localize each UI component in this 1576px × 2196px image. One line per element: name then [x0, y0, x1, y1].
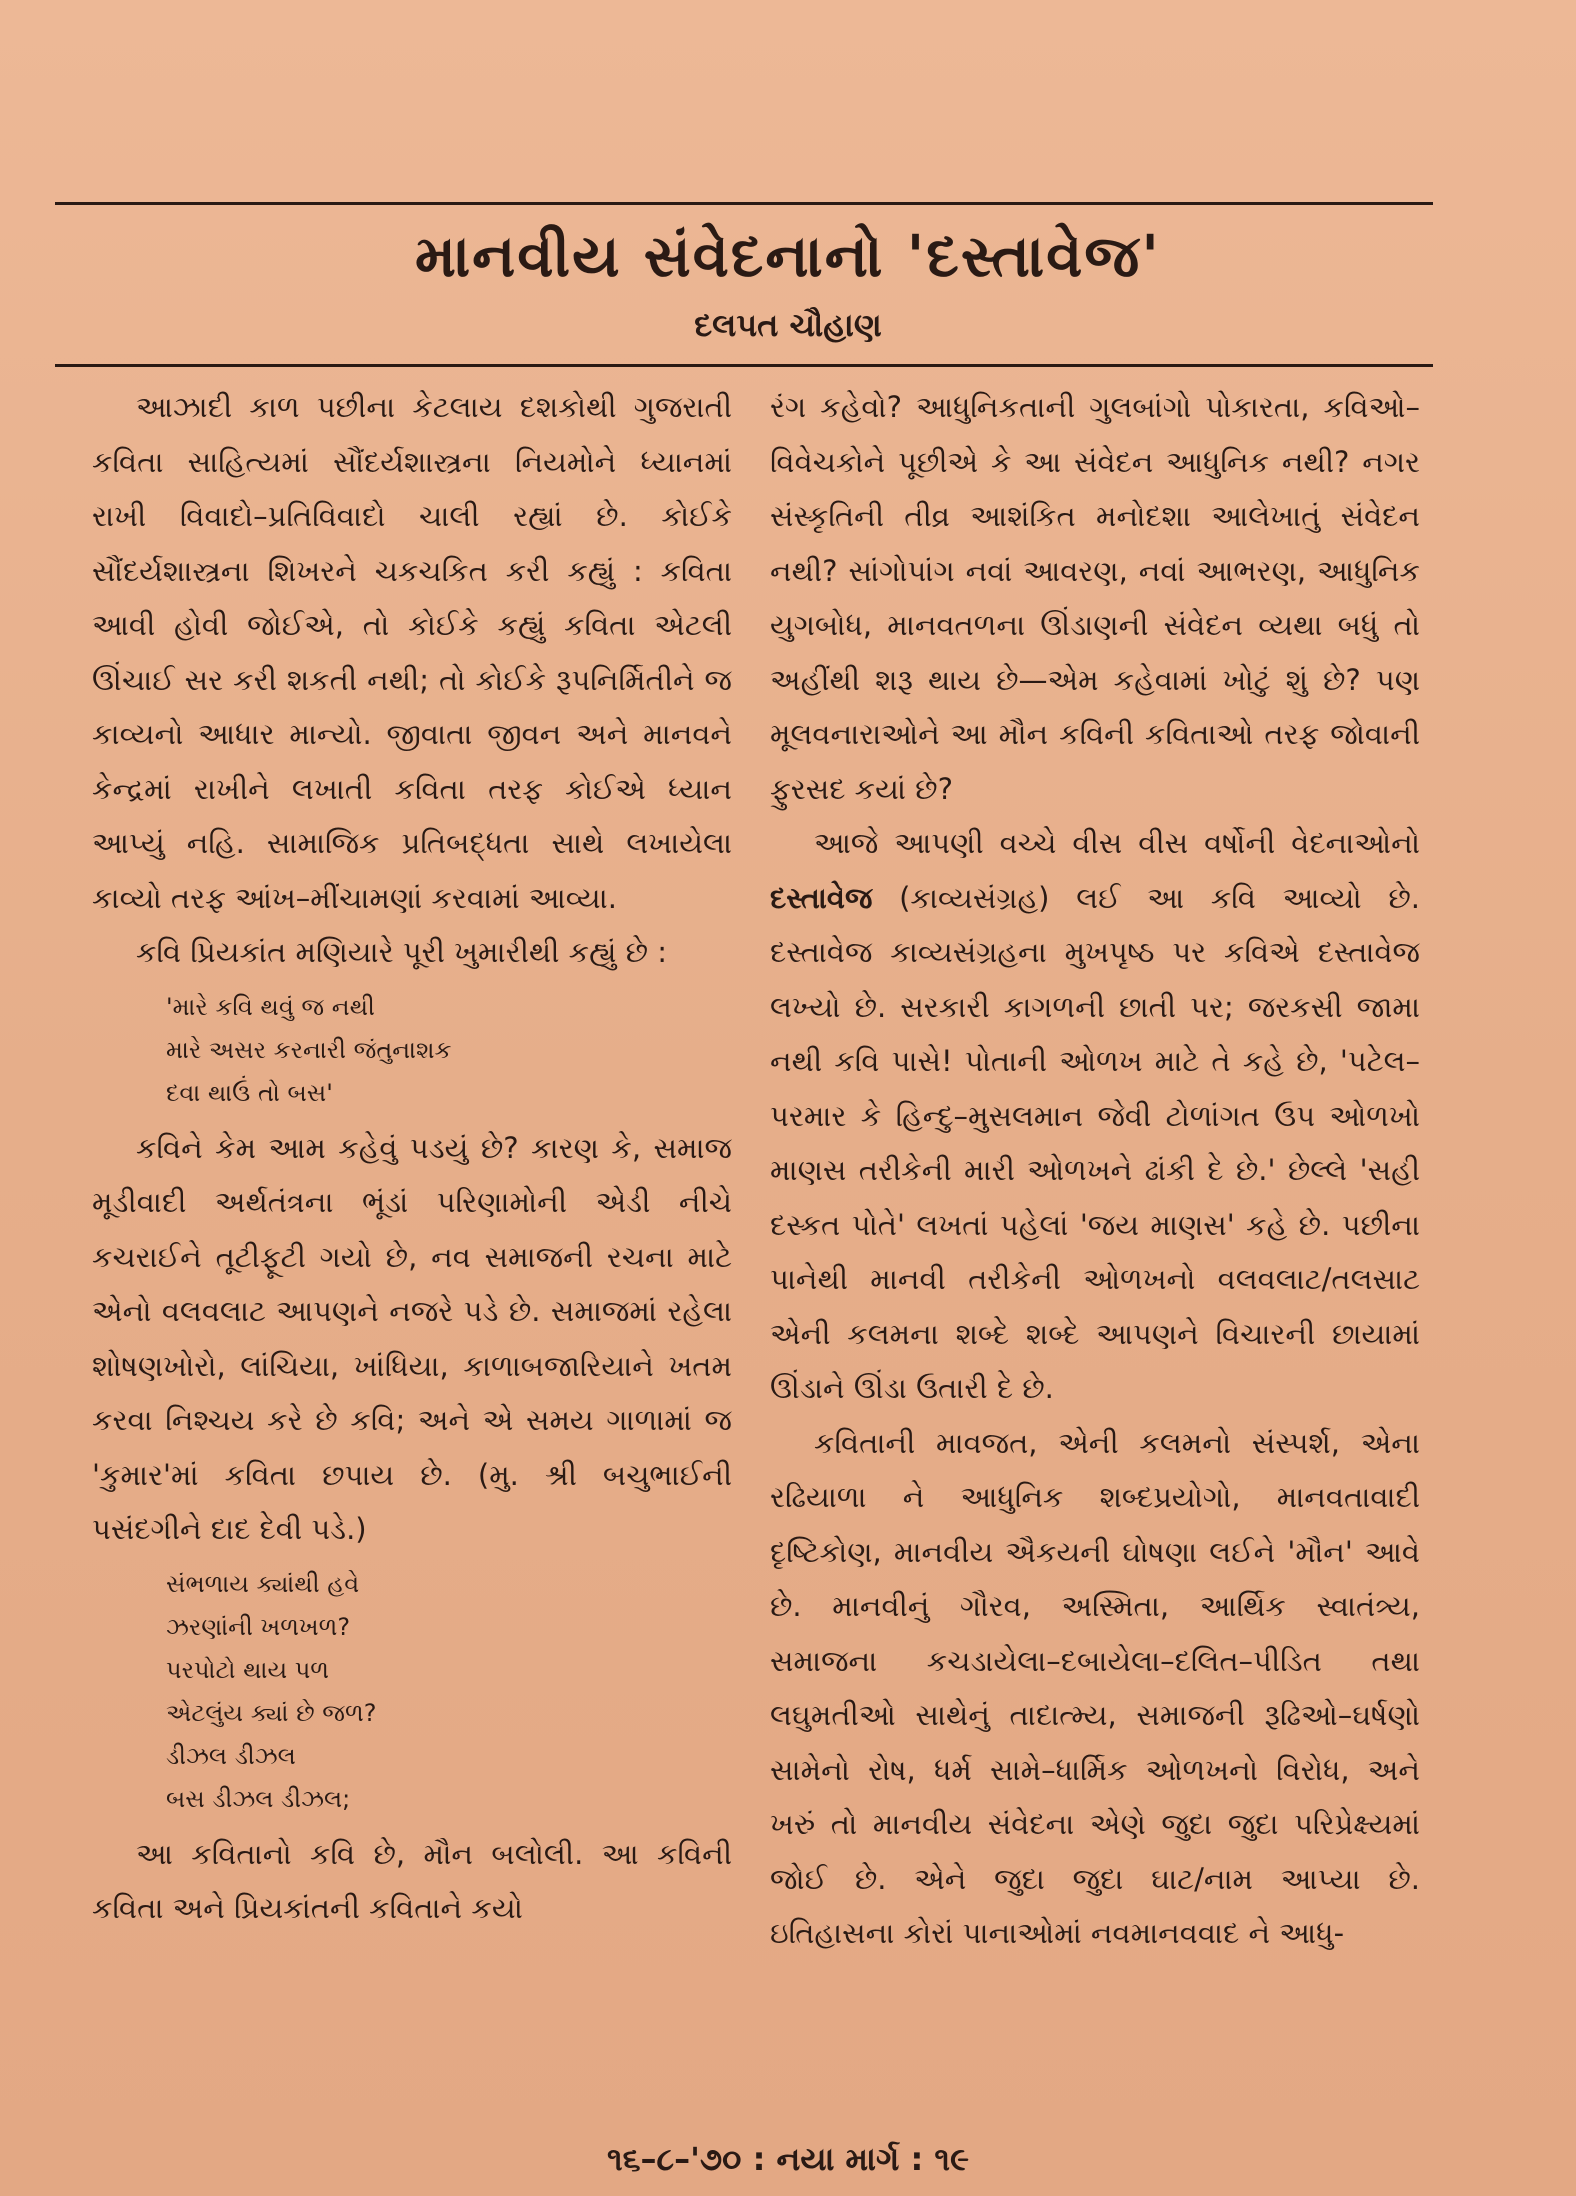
- right-column: [770, 380, 1420, 1961]
- verse-line: ઝરણાંની ખળખળ?: [166, 1612, 351, 1641]
- verse-line: 'મારે કવિ થવું જ નથી: [166, 992, 375, 1021]
- book-title-emphasis: દસ્તાવેજ: [770, 880, 873, 915]
- right-paragraph-3: કવિતાની માવજત, એની કલમનો સંસ્પર્શ, એના રઢિયાળા ને આધુનિક શબ્દપ્રયોગો, માનવતાવાદી દૃષ્ટિકોણ, માનવીય ઐકયની ઘોષણા લઈને 'મૌન' આવે છે. માનવીનું ગૌરવ, અસ્મિતા, આર્થિક સ્વાતંત્ર્ય, સમાજના કચડાયેલા–દબાયેલા–દલિત–પીડિત તથા લઘુમતીઓ સાથેનું તાદાત્મ્ય, સમાજની રૂઢિઓ–ઘર્ષણો સામેનો રોષ, ધર્મ સામે–ધાર્મિક ઓળખનો વિરોધ, અને ખરું તો માનવીય સંવેદના એણે જુદા જુદા પરિપ્રેક્ષ્યમાં જોઈ છે. એને જુદા જુદા ઘાટ/નામ આપ્યા છે. ઇતિહાસના કોરાં પાનાઓમાં નવમાનવવાદ ને આધુ-: [770, 1425, 1420, 1950]
- verse-line: દવા થાઉં તો બસ': [166, 1078, 333, 1107]
- right-paragraph-2: [770, 816, 1420, 1416]
- article-title: માનવીય સંવેદનાનો 'દસ્તાવેજ': [415, 222, 1161, 290]
- paragraph-text: આજે આપણી વચ્ચે વીસ વીસ વર્ષોની વેદનાઓનો: [814, 826, 1420, 860]
- right-paragraph-1: રંગ કહેવો? આધુનિકતાની ગુલબાંગો પોકારતા, કવિઓ–વિવેચકોને પૂછીએ કે આ સંવેદન આધુનિક નથી? નગર સંસ્કૃતિની તીવ્ર આશંકિત મનોદશા આલેખાતું સંવેદન નથી? સાંગોપાંગ નવાં આવરણ, નવાં આભરણ, આધુનિક યુગબોધ, માનવતળના ઊંડાણની સંવેદન વ્યથા બધું તો અહીંથી શરૂ થાય છે—એમ કહેવામાં ખોટું શું છે? પણ મૂલવનારાઓને આ મૌન કવિની કવિતાઓ તરફ જોવાની ફુરસદ કયાં છે?: [770, 390, 1420, 806]
- left-paragraph-4: આ કવિતાનો કવિ છે, મૌન બલોલી. આ કવિની કવિતા અને પ્રિયકાંતની કવિતાને કયો: [92, 1836, 732, 1925]
- verse-block-1: [166, 986, 732, 1115]
- header-rule: [55, 364, 1433, 367]
- paragraph-text: (કાવ્યસંગ્રહ) લઈ આ કવિ આવ્યો છે. દસ્તાવેજ કાવ્યસંગ્રહના મુખપૃષ્ઠ પર કવિએ દસ્તાવેજ લખ્યો છે. સરકારી કાગળની છાતી પર; જરકસી જામા નથી કવિ પાસે! પોતાની ઓળખ માટે તે કહે છે, 'પટેલ–પરમાર કે હિન્દુ–મુસલમાન જેવી ટોળાંગત ઉપ ઓળખો માણસ તરીકેની મારી ઓળખને ઢાંકી દે છે.' છેલ્લે 'સહી દસ્કત પોતે' લખતાં પહેલાં 'જય માણસ' કહે છે. પછીના પાનેથી માનવી તરીકેની ઓળખનો વલવલાટ/તલસાટ એની કલમના શબ્દે શબ્દે આપણને વિચારની છાયામાં ઊંડાને ઊંડા ઉતારી દે છે.: [770, 880, 1420, 1405]
- verse-line: મારે અસર કરનારી જંતુનાશક: [166, 1035, 452, 1064]
- left-column: [92, 380, 732, 1936]
- verse-line: પરપોટો થાય પળ: [166, 1655, 330, 1684]
- top-rule: [55, 202, 1433, 205]
- verse-line: સંભળાય ક્યાંથી હવે: [166, 1569, 360, 1598]
- verse-line: એટલુંય ક્યાં છે જળ?: [166, 1698, 377, 1727]
- left-paragraph-1: આઝાદી કાળ પછીના કેટલાય દશકોથી ગુજરાતી કવિતા સાહિત્યમાં સૌંદર્યશાસ્ત્રના નિયમોને ધ્યાનમાં રાખી વિવાદો–પ્રતિવિવાદો ચાલી રહ્યાં છે. કોઈકે સૌંદર્યશાસ્ત્રના શિખરને ચકચકિત કરી કહ્યું : કવિતા આવી હોવી જોઈએ, તો કોઈકે કહ્યું કવિતા એટલી ઊંચાઈ સર કરી શકતી નથી; તો કોઈકે રૂપનિર્મિતીને જ કાવ્યનો આધાર માન્યો. જીવાતા જીવન અને માનવને કેન્દ્રમાં રાખીને લખાતી કવિતા તરફ કોઈએ ધ્યાન આપ્યું નહિ. સામાજિક પ્રતિબદ્ધતા સાથે લખાયેલા કાવ્યો તરફ આંખ–મીંચામણાં કરવામાં આવ્યા.: [92, 390, 732, 915]
- left-paragraph-2: કવિ પ્રિયકાંત મણિયારે પૂરી ખુમારીથી કહ્યું છે :: [136, 935, 668, 969]
- article-author: દલપત ચૌહાણ: [694, 306, 882, 344]
- verse-block-2: [166, 1563, 732, 1821]
- verse-line: ડીઝલ ડીઝલ: [166, 1741, 296, 1770]
- left-paragraph-3: કવિને કેમ આમ કહેવું પડયું છે? કારણ કે, સમાજ મૂડીવાદી અર્થતંત્રના ભૂંડાં પરિણામોની એડી નીચે કચરાઈને તૂટીફૂટી ગયો છે, નવ સમાજની રચના માટે એનો વલવલાટ આપણને નજરે પડે છે. સમાજમાં રહેલા શોષણખોરો, લાંચિયા, ખાંધિયા, કાળાબજારિયાને ખતમ કરવા નિશ્ચય કરે છે કવિ; અને એ સમય ગાળામાં જ 'કુમાર'માં કવિતા છપાય છે. (મુ. શ્રી બચુભાઈની પસંદગીને દાદ દેવી પડે.): [92, 1130, 732, 1546]
- verse-line: બસ ડીઝલ ડીઝલ;: [166, 1784, 351, 1813]
- page-footer: ૧૬–૮–'૭૦ : નયા માર્ગ : ૧૯: [606, 2140, 970, 2178]
